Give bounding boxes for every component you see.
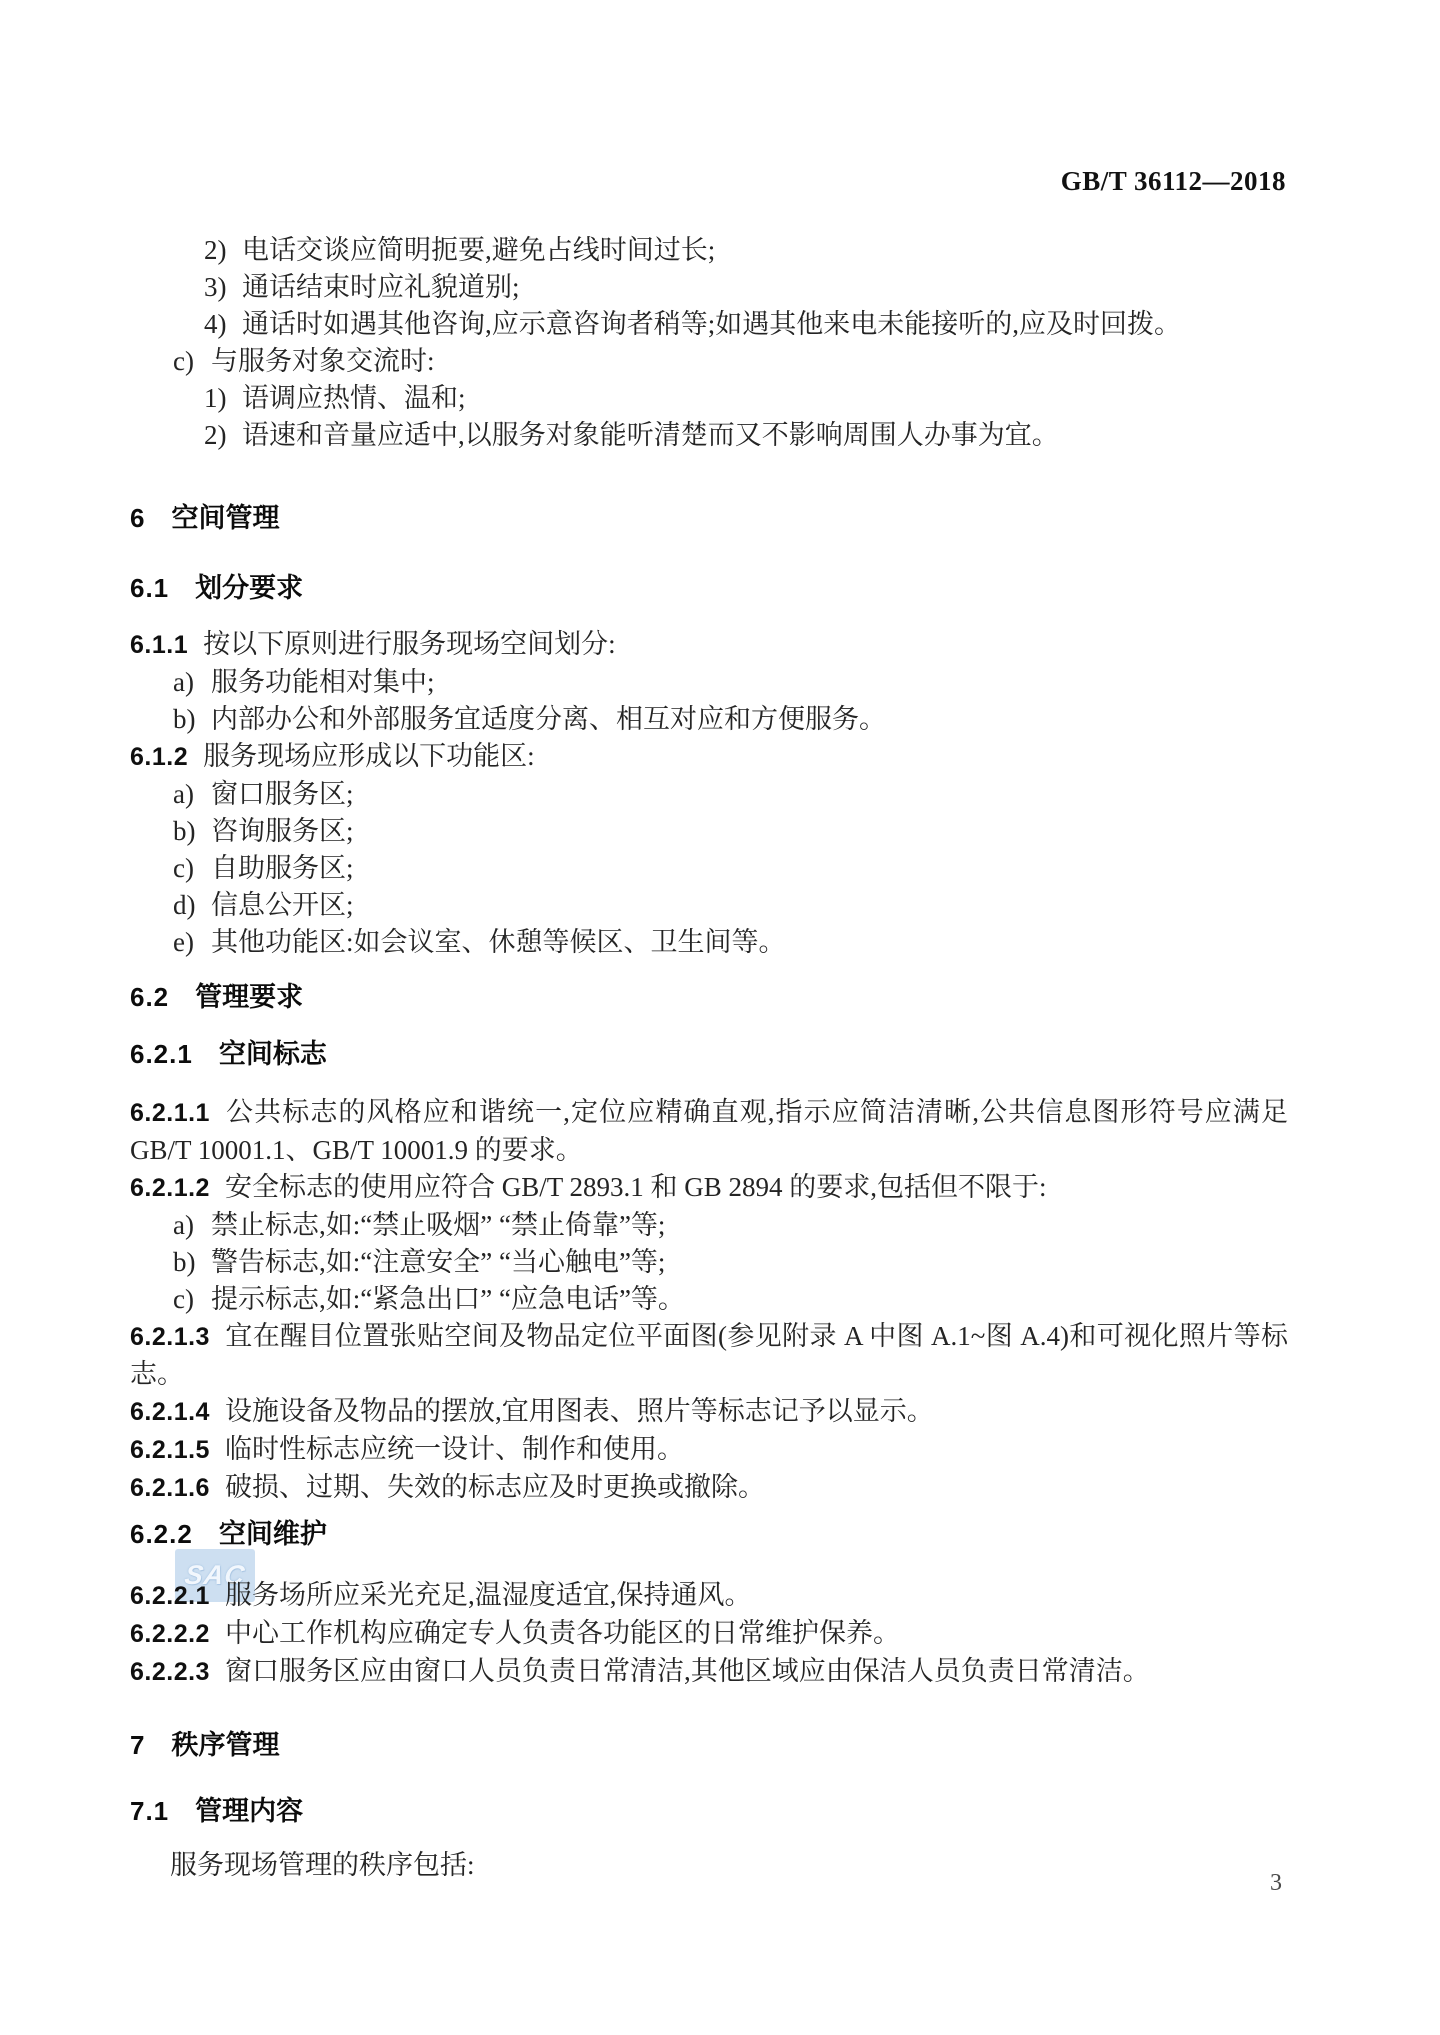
section-title: 管理要求 [195, 982, 304, 1012]
list-item [130, 1207, 1288, 1244]
list-item [130, 343, 1288, 380]
clause-number: 6.2.1.1 [130, 1099, 210, 1127]
clause-text: 服务场所应采光充足,温湿度适宜,保持通风。 [224, 1580, 752, 1610]
clause-paragraph [130, 1615, 1288, 1653]
list-marker: 2) [204, 420, 227, 450]
clause-paragraph [130, 1469, 1288, 1507]
list-text: 语调应热情、温和; [242, 383, 466, 413]
clause-paragraph [130, 1431, 1288, 1469]
list-marker: a) [173, 1210, 194, 1240]
page-number: 3 [1270, 1870, 1282, 1896]
list-marker: c) [173, 853, 194, 883]
section-title: 空间维护 [218, 1519, 327, 1549]
section-number: 7 [130, 1730, 146, 1760]
list-marker: 2) [204, 235, 227, 265]
clause-text: 安全标志的使用应符合 GB/T 2893.1 和 GB 2894 的要求,包括但不限于: [224, 1172, 1047, 1202]
list-marker: a) [173, 779, 194, 809]
section-number: 6.2 [130, 982, 170, 1012]
paragraph [130, 1847, 1288, 1884]
paragraph-text: 服务现场管理的秩序包括: [170, 1850, 475, 1880]
clause-paragraph [130, 1653, 1288, 1691]
list-text: 其他功能区:如会议室、休憩等候区、卫生间等。 [211, 927, 786, 957]
clause-paragraph [130, 738, 1288, 776]
list-marker: 1) [204, 383, 227, 413]
list-item [130, 887, 1288, 924]
clause-text: 破损、过期、失效的标志应及时更换或撤除。 [224, 1472, 765, 1502]
list-marker: d) [173, 890, 196, 920]
list-text: 咨询服务区; [211, 816, 354, 846]
clause-paragraph [130, 626, 1288, 664]
list-text: 内部办公和外部服务宜适度分离、相互对应和方便服务。 [211, 704, 886, 734]
list-item [130, 306, 1288, 343]
list-text: 与服务对象交流时: [211, 346, 435, 376]
section-number: 6.2.1 [130, 1039, 193, 1069]
list-marker: 4) [204, 309, 227, 339]
sac-watermark-text: SAC [182, 1560, 248, 1590]
list-marker: e) [173, 927, 194, 957]
list-marker: a) [173, 667, 194, 697]
section-number: 7.1 [130, 1796, 170, 1826]
section-number: 6.2.2 [130, 1519, 193, 1549]
clause-paragraph [130, 1169, 1288, 1207]
subsection-heading [130, 1034, 1288, 1074]
list-text: 通话结束时应礼貌道别; [242, 272, 520, 302]
clause-number: 6.1.1 [130, 631, 189, 659]
clause-paragraph [130, 1393, 1288, 1431]
section-heading [130, 498, 1288, 538]
subsection-heading [130, 977, 1288, 1017]
section-title: 秩序管理 [171, 1730, 280, 1760]
clause-number: 6.2.1.4 [130, 1398, 210, 1426]
list-item [130, 269, 1288, 306]
list-text: 语速和音量应适中,以服务对象能听清楚而又不影响周围人办事为宜。 [242, 420, 1059, 450]
clause-text: 宜在醒目位置张贴空间及物品定位平面图(参见附录 A 中图 A.1~图 A.4)和可视化照片等标志。 [130, 1321, 1288, 1389]
section-title: 划分要求 [195, 573, 304, 603]
list-text: 禁止标志,如:“禁止吸烟” “禁止倚靠”等; [211, 1210, 666, 1240]
list-text: 电话交谈应简明扼要,避免占线时间过长; [242, 235, 716, 265]
clause-number: 6.2.1.2 [130, 1174, 210, 1202]
list-item [130, 813, 1288, 850]
list-item [130, 1281, 1288, 1318]
list-text: 警告标志,如:“注意安全” “当心触电”等; [211, 1247, 666, 1277]
list-item [130, 380, 1288, 417]
clause-text: 临时性标志应统一设计、制作和使用。 [224, 1434, 684, 1464]
list-marker: 3) [204, 272, 227, 302]
clause-paragraph [130, 1094, 1288, 1169]
clause-number: 6.2.2.2 [130, 1620, 210, 1648]
clause-number: 6.2.1.6 [130, 1474, 210, 1502]
list-marker: b) [173, 704, 196, 734]
clause-text: 中心工作机构应确定专人负责各功能区的日常维护保养。 [224, 1618, 900, 1648]
clause-number: 6.2.1.3 [130, 1323, 210, 1351]
list-marker: c) [173, 1284, 194, 1314]
section-title: 空间标志 [218, 1039, 327, 1069]
list-item [130, 850, 1288, 887]
section-title: 管理内容 [195, 1796, 304, 1826]
clause-number: 6.1.2 [130, 743, 189, 771]
document-body [130, 232, 1288, 1884]
list-marker: c) [173, 346, 194, 376]
subsection-heading [130, 1514, 1288, 1554]
list-item [130, 701, 1288, 738]
list-item [130, 232, 1288, 269]
clause-number: 6.2.1.5 [130, 1436, 210, 1464]
list-marker: b) [173, 1247, 196, 1277]
clause-text: 服务现场应形成以下功能区: [203, 741, 535, 771]
section-title: 空间管理 [171, 503, 280, 533]
section-number: 6.1 [130, 573, 170, 603]
clause-paragraph [130, 1318, 1288, 1393]
clause-text: 窗口服务区应由窗口人员负责日常清洁,其他区域应由保洁人员负责日常清洁。 [224, 1656, 1150, 1686]
clause-text: 公共标志的风格应和谐统一,定位应精确直观,指示应简洁清晰,公共信息图形符号应满足 GB/T 10001.1、GB/T 10001.9 的要求。 [130, 1097, 1288, 1165]
subsection-heading [130, 568, 1288, 608]
list-text: 信息公开区; [211, 890, 354, 920]
list-item [130, 776, 1288, 813]
subsection-heading [130, 1791, 1288, 1831]
list-text: 服务功能相对集中; [211, 667, 435, 697]
standard-number: GB/T 36112—2018 [1060, 166, 1286, 196]
section-number: 6 [130, 503, 146, 533]
list-marker: b) [173, 816, 196, 846]
list-text: 提示标志,如:“紧急出口” “应急电话”等。 [211, 1284, 685, 1314]
clause-number: 6.2.2.3 [130, 1658, 210, 1686]
clause-number: 6.2.2.1 [130, 1582, 210, 1610]
list-text: 窗口服务区; [211, 779, 354, 809]
list-item [130, 924, 1288, 961]
list-item [130, 417, 1288, 454]
list-text: 通话时如遇其他咨询,应示意咨询者稍等;如遇其他来电未能接听的,应及时回拨。 [242, 309, 1181, 339]
clause-text: 按以下原则进行服务现场空间划分: [203, 629, 616, 659]
list-item [130, 1244, 1288, 1281]
clause-paragraph [130, 1577, 1288, 1615]
list-text: 自助服务区; [211, 853, 354, 883]
list-item [130, 664, 1288, 701]
clause-text: 设施设备及物品的摆放,宜用图表、照片等标志记予以显示。 [224, 1396, 934, 1426]
section-heading [130, 1725, 1288, 1765]
